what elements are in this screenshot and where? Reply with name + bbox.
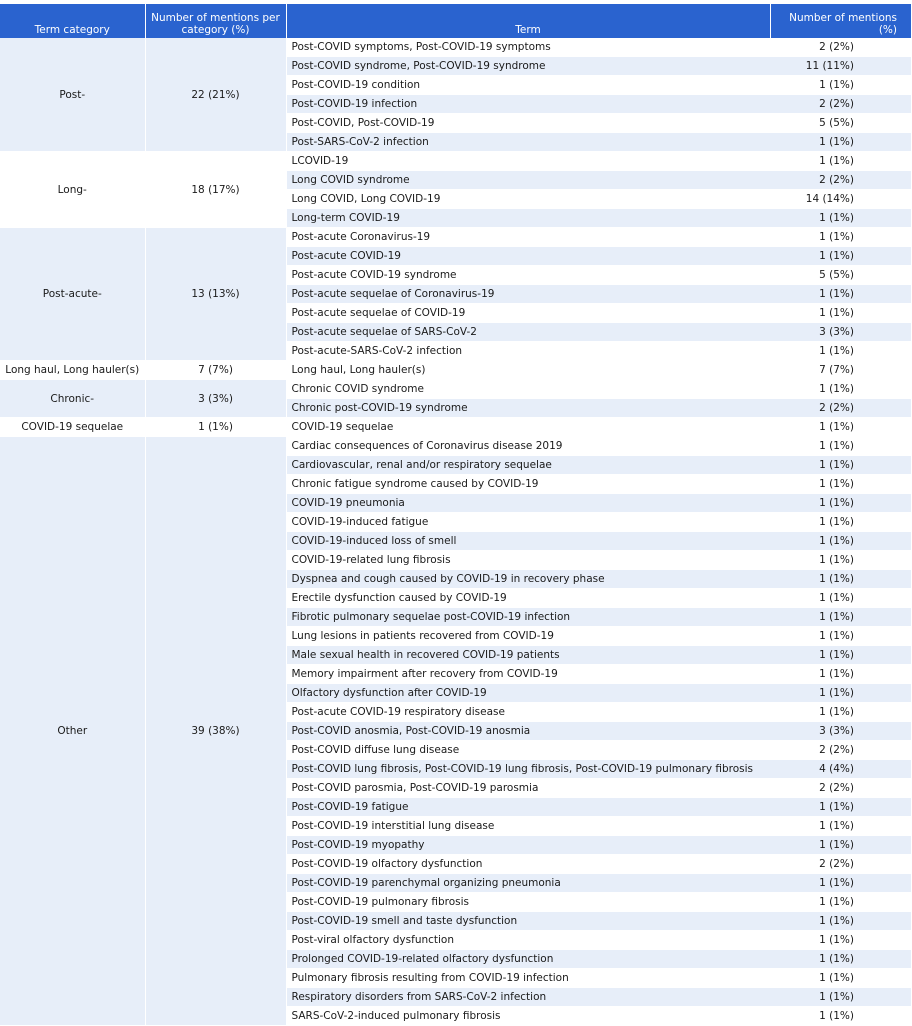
mention-count-cell: 14 (14%) [770, 190, 911, 209]
mention-count-cell: 1 (1%) [770, 874, 911, 893]
mention-count-cell: 1 (1%) [770, 494, 911, 513]
mention-count-cell: 1 (1%) [770, 532, 911, 551]
table-row [0, 418, 911, 437]
term-cell: Post-COVID symptoms, Post-COVID-19 symptoms [286, 38, 770, 57]
category-count-cell: 22 (21%) [145, 38, 286, 152]
table-row [0, 437, 911, 456]
term-cell: Chronic COVID syndrome [286, 380, 770, 399]
mention-count-cell: 1 (1%) [770, 513, 911, 532]
table-row [0, 361, 911, 380]
term-cell: Post-COVID-19 parenchymal organizing pneumonia [286, 874, 770, 893]
term-cell: Post-COVID parosmia, Post-COVID-19 parosmia [286, 779, 770, 798]
term-cell: Post-acute Coronavirus-19 [286, 228, 770, 247]
term-cell: Male sexual health in recovered COVID-19 patients [286, 646, 770, 665]
mention-count-cell: 1 (1%) [770, 342, 911, 361]
mention-count-cell: 1 (1%) [770, 608, 911, 627]
mention-count-cell: 1 (1%) [770, 475, 911, 494]
category-cell: Other [0, 437, 145, 1026]
term-cell: Chronic post-COVID-19 syndrome [286, 399, 770, 418]
term-cell: Cardiovascular, renal and/or respiratory sequelae [286, 456, 770, 475]
term-cell: Post-acute COVID-19 syndrome [286, 266, 770, 285]
term-cell: Post-acute sequelae of Coronavirus-19 [286, 285, 770, 304]
mention-count-cell: 1 (1%) [770, 969, 911, 988]
term-cell: COVID-19-induced loss of smell [286, 532, 770, 551]
mention-count-cell: 1 (1%) [770, 437, 911, 456]
term-cell: Olfactory dysfunction after COVID-19 [286, 684, 770, 703]
category-count-cell: 13 (13%) [145, 228, 286, 361]
term-cell: Post-viral olfactory dysfunction [286, 931, 770, 950]
header-row [0, 4, 911, 38]
mention-count-cell: 1 (1%) [770, 570, 911, 589]
term-cell: Cardiac consequences of Coronavirus disease 2019 [286, 437, 770, 456]
mention-count-cell: 1 (1%) [770, 798, 911, 817]
term-cell: COVID-19-induced fatigue [286, 513, 770, 532]
mention-count-cell: 1 (1%) [770, 684, 911, 703]
term-cell: Post-COVID lung fibrosis, Post-COVID-19 lung fibrosis, Post-COVID-19 pulmonary fibrosis [286, 760, 770, 779]
mention-count-cell: 2 (2%) [770, 741, 911, 760]
term-cell: Post-COVID-19 pulmonary fibrosis [286, 893, 770, 912]
table-row [0, 38, 911, 57]
term-cell: Fibrotic pulmonary sequelae post-COVID-19 infection [286, 608, 770, 627]
mention-count-cell: 1 (1%) [770, 988, 911, 1007]
mention-count-cell: 1 (1%) [770, 1007, 911, 1026]
mention-count-cell: 1 (1%) [770, 646, 911, 665]
category-cell: Chronic- [0, 380, 145, 418]
term-cell: Pulmonary fibrosis resulting from COVID-19 infection [286, 969, 770, 988]
term-cell: Long COVID, Long COVID-19 [286, 190, 770, 209]
term-cell: Post-acute-SARS-CoV-2 infection [286, 342, 770, 361]
mention-count-cell: 1 (1%) [770, 285, 911, 304]
term-cell: SARS-CoV-2-induced pulmonary fibrosis [286, 1007, 770, 1026]
term-cell: Post-COVID-19 condition [286, 76, 770, 95]
term-cell: COVID-19 pneumonia [286, 494, 770, 513]
table-row [0, 228, 911, 247]
mention-count-cell: 1 (1%) [770, 209, 911, 228]
mention-count-cell: 3 (3%) [770, 323, 911, 342]
mention-count-cell: 1 (1%) [770, 627, 911, 646]
term-cell: Post-COVID diffuse lung disease [286, 741, 770, 760]
mention-count-cell: 5 (5%) [770, 266, 911, 285]
term-cell: Post-COVID syndrome, Post-COVID-19 syndrome [286, 57, 770, 76]
mention-count-cell: 1 (1%) [770, 836, 911, 855]
mention-count-cell: 7 (7%) [770, 361, 911, 380]
mention-count-cell: 1 (1%) [770, 817, 911, 836]
term-cell: Lung lesions in patients recovered from COVID-19 [286, 627, 770, 646]
term-cell: Chronic fatigue syndrome caused by COVID-19 [286, 475, 770, 494]
mention-count-cell: 2 (2%) [770, 855, 911, 874]
table-row [0, 152, 911, 171]
category-cell: Post-acute- [0, 228, 145, 361]
mention-count-cell: 2 (2%) [770, 779, 911, 798]
mention-count-cell: 1 (1%) [770, 665, 911, 684]
mention-count-cell: 1 (1%) [770, 418, 911, 437]
category-count-cell: 39 (38%) [145, 437, 286, 1026]
mention-count-cell: 2 (2%) [770, 399, 911, 418]
category-count-cell: 7 (7%) [145, 361, 286, 380]
mention-count-cell: 1 (1%) [770, 893, 911, 912]
mention-count-cell: 1 (1%) [770, 950, 911, 969]
category-count-cell: 1 (1%) [145, 418, 286, 437]
header-term: Term [286, 4, 770, 38]
header-mentions-per-category: Number of mentions per category (%) [145, 4, 286, 38]
mention-count-cell: 1 (1%) [770, 931, 911, 950]
term-cell: Erectile dysfunction caused by COVID-19 [286, 589, 770, 608]
mention-count-cell: 3 (3%) [770, 722, 911, 741]
mention-count-cell: 1 (1%) [770, 703, 911, 722]
mention-count-cell: 1 (1%) [770, 551, 911, 570]
term-cell: Long-term COVID-19 [286, 209, 770, 228]
term-cell: Post-COVID-19 smell and taste dysfunction [286, 912, 770, 931]
term-cell: Post-COVID, Post-COVID-19 [286, 114, 770, 133]
term-cell: LCOVID-19 [286, 152, 770, 171]
category-count-cell: 18 (17%) [145, 152, 286, 228]
mention-count-cell: 2 (2%) [770, 171, 911, 190]
term-cell: Post-acute sequelae of COVID-19 [286, 304, 770, 323]
term-cell: Post-COVID-19 infection [286, 95, 770, 114]
mention-count-cell: 1 (1%) [770, 380, 911, 399]
term-cell: Memory impairment after recovery from COVID-19 [286, 665, 770, 684]
mention-count-cell: 1 (1%) [770, 152, 911, 171]
mention-count-cell: 5 (5%) [770, 114, 911, 133]
category-cell: Long haul, Long hauler(s) [0, 361, 145, 380]
term-cell: Post-COVID-19 myopathy [286, 836, 770, 855]
mention-count-cell: 2 (2%) [770, 38, 911, 57]
mention-count-cell: 11 (11%) [770, 57, 911, 76]
terms-table [0, 4, 911, 1026]
term-cell: Respiratory disorders from SARS-CoV-2 infection [286, 988, 770, 1007]
category-cell: Long- [0, 152, 145, 228]
category-count-cell: 3 (3%) [145, 380, 286, 418]
term-cell: Post-acute COVID-19 [286, 247, 770, 266]
mention-count-cell: 1 (1%) [770, 304, 911, 323]
mention-count-cell: 1 (1%) [770, 589, 911, 608]
mention-count-cell: 1 (1%) [770, 133, 911, 152]
term-cell: Post-SARS-CoV-2 infection [286, 133, 770, 152]
term-cell: Post-acute COVID-19 respiratory disease [286, 703, 770, 722]
term-cell: Post-COVID anosmia, Post-COVID-19 anosmia [286, 722, 770, 741]
mention-count-cell: 1 (1%) [770, 228, 911, 247]
mention-count-cell: 1 (1%) [770, 912, 911, 931]
term-cell: Prolonged COVID-19-related olfactory dysfunction [286, 950, 770, 969]
table-body [0, 38, 911, 1026]
term-cell: Long COVID syndrome [286, 171, 770, 190]
term-cell: Post-COVID-19 fatigue [286, 798, 770, 817]
category-cell: Post- [0, 38, 145, 152]
header-number-of-mentions: Number of mentions (%) [770, 4, 911, 38]
mention-count-cell: 1 (1%) [770, 456, 911, 475]
mention-count-cell: 1 (1%) [770, 76, 911, 95]
term-cell: Dyspnea and cough caused by COVID-19 in recovery phase [286, 570, 770, 589]
term-cell: COVID-19-related lung fibrosis [286, 551, 770, 570]
mention-count-cell: 2 (2%) [770, 95, 911, 114]
term-cell: Post-acute sequelae of SARS-CoV-2 [286, 323, 770, 342]
term-cell: Post-COVID-19 interstitial lung disease [286, 817, 770, 836]
table-row [0, 380, 911, 399]
term-cell: Long haul, Long hauler(s) [286, 361, 770, 380]
term-cell: COVID-19 sequelae [286, 418, 770, 437]
header-term-category: Term category [0, 4, 145, 38]
term-cell: Post-COVID-19 olfactory dysfunction [286, 855, 770, 874]
mention-count-cell: 1 (1%) [770, 247, 911, 266]
mention-count-cell: 4 (4%) [770, 760, 911, 779]
category-cell: COVID-19 sequelae [0, 418, 145, 437]
